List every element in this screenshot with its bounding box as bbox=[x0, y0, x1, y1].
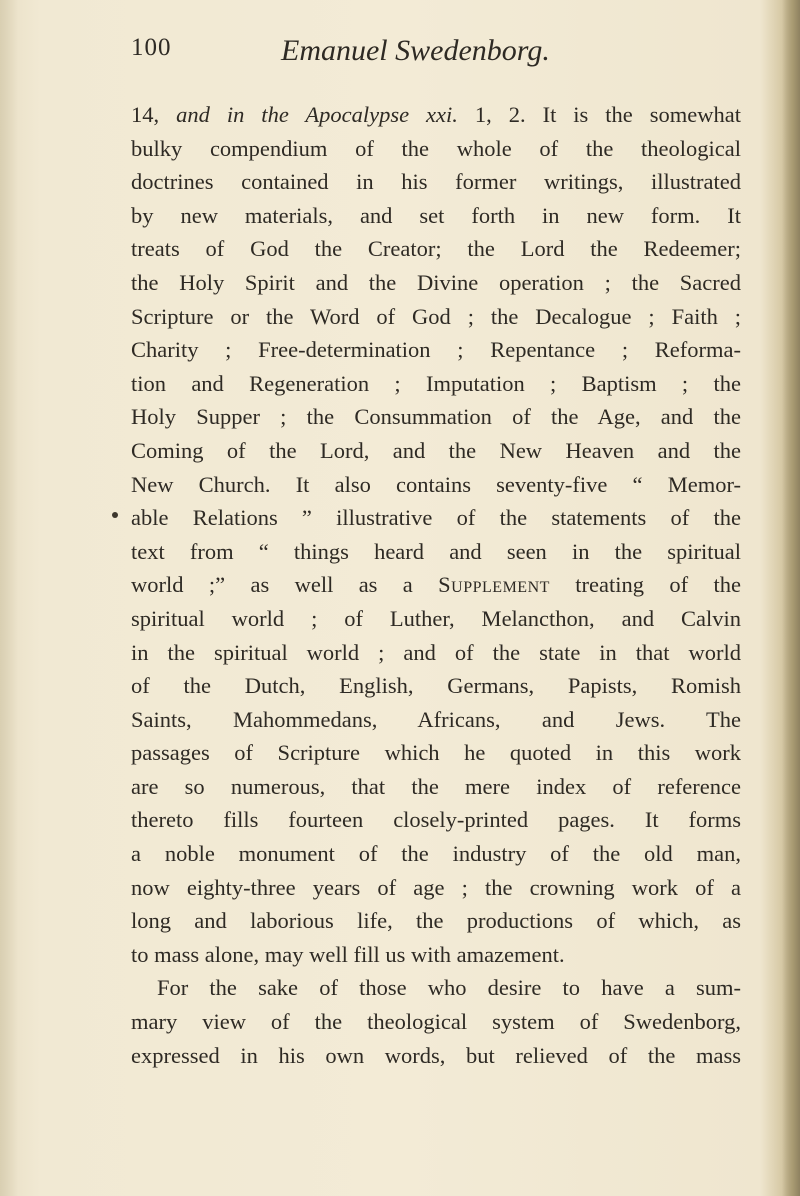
text-line: For the sake of those who desire to have a sum- bbox=[157, 975, 741, 1001]
text-line: thereto fills fourteen closely-printed pages. It forms bbox=[131, 807, 741, 833]
text-line: doctrines contained in his former writings, illustrated bbox=[131, 169, 741, 195]
page-number: 100 bbox=[131, 34, 172, 61]
text-line: passages of Scripture which he quoted in this work bbox=[131, 740, 741, 766]
body-text bbox=[131, 98, 741, 1072]
text-line: long and laborious life, the productions of which, as bbox=[131, 908, 741, 934]
text-line: world ;” as well as a Supplement treating of the bbox=[131, 572, 741, 598]
text-line: now eighty-three years of age ; the crowning work of a bbox=[131, 874, 741, 900]
text-line: expressed in his own words, but relieved of the mass bbox=[131, 1042, 741, 1068]
text-line: New Church. It also contains seventy-five “ Memor- bbox=[131, 471, 741, 497]
text-line: text from “ things heard and seen in the spiritual bbox=[131, 538, 741, 564]
text-line: able Relations ” illustrative of the statements of the bbox=[131, 505, 741, 531]
text-line: mary view of the theological system of Swedenborg, bbox=[131, 1009, 741, 1035]
page-edge bbox=[782, 0, 800, 1196]
text-line: by new materials, and set forth in new form. It bbox=[131, 202, 741, 228]
text-line: 14, and in the Apocalypse xxi. 1, 2. It is the somewhat bbox=[131, 102, 741, 127]
text-line: to mass alone, may well fill us with amazement. bbox=[131, 941, 565, 967]
page-header bbox=[131, 34, 741, 70]
text-line: Scripture or the Word of God ; the Decalogue ; Faith ; bbox=[131, 303, 741, 329]
ink-speck bbox=[112, 512, 118, 518]
text-line: the Holy Spirit and the Divine operation ; the Sacred bbox=[131, 269, 741, 295]
text-line: Holy Supper ; the Consummation of the Age, and the bbox=[131, 404, 741, 430]
text-line: in the spiritual world ; and of the state in that world bbox=[131, 639, 741, 665]
text-line: a noble monument of the industry of the old man, bbox=[131, 841, 741, 867]
text-line: treats of God the Creator; the Lord the Redeemer; bbox=[131, 236, 741, 262]
text-line: Saints, Mahommedans, Africans, and Jews. The bbox=[131, 706, 741, 732]
text-line: are so numerous, that the mere index of reference bbox=[131, 773, 741, 799]
text-line: spiritual world ; of Luther, Melancthon, and Calvin bbox=[131, 605, 741, 631]
running-title: Emanuel Swedenborg. bbox=[281, 34, 550, 67]
text-line: tion and Regeneration ; Imputation ; Baptism ; the bbox=[131, 370, 741, 396]
text-line: bulky compendium of the whole of the theological bbox=[131, 135, 741, 161]
text-line: of the Dutch, English, Germans, Papists, Romish bbox=[131, 673, 741, 699]
page-gutter-shadow bbox=[0, 0, 18, 1196]
text-line: Charity ; Free-determination ; Repentance ; Reforma- bbox=[131, 337, 741, 363]
text-line: Coming of the Lord, and the New Heaven and the bbox=[131, 437, 741, 463]
